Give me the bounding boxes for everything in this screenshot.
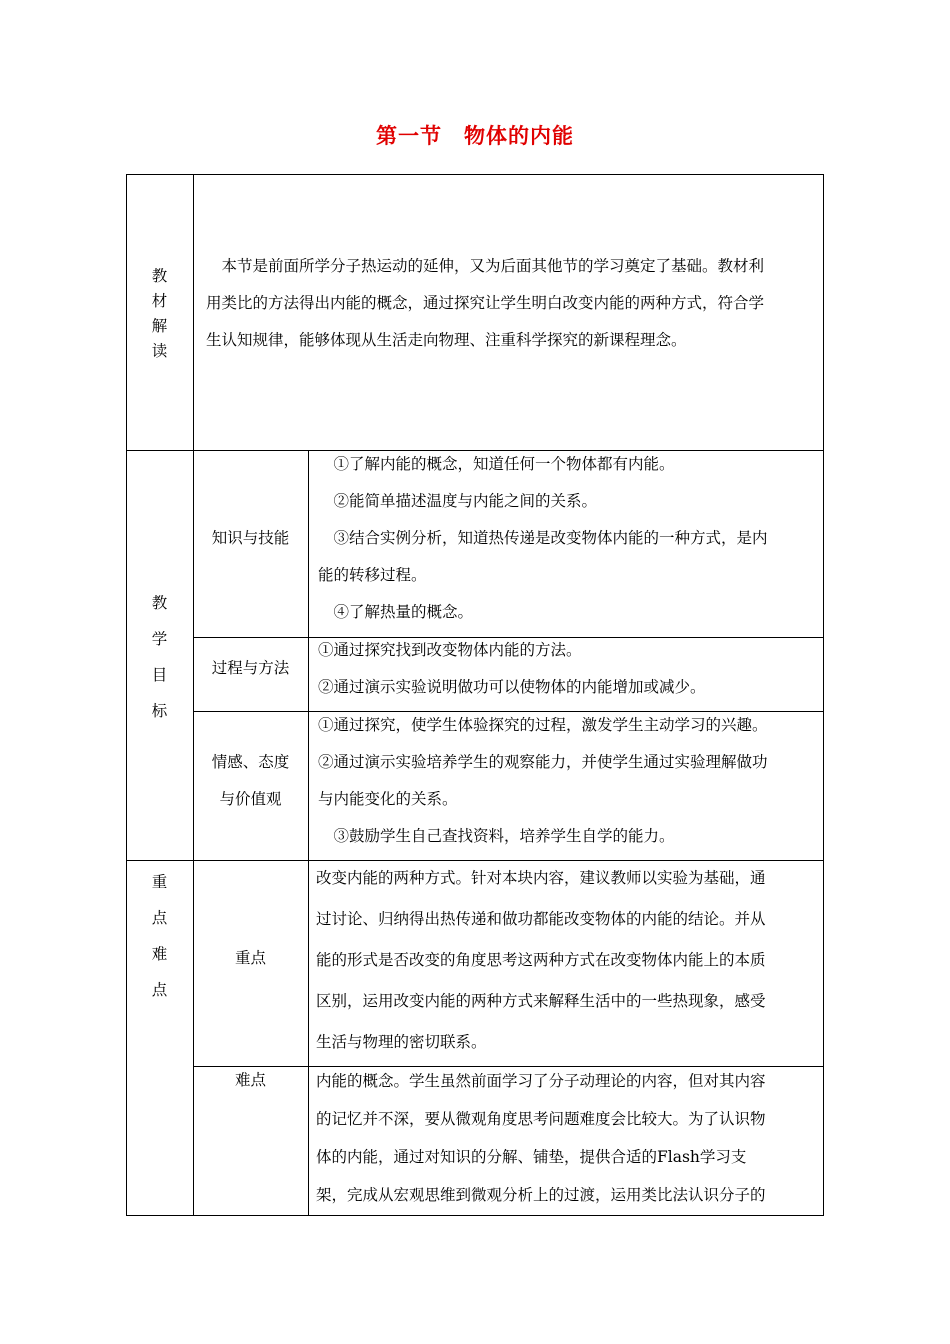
keypoint-label-difficult: 难点 [234,1071,266,1089]
table-border-top [126,174,824,175]
goal-emotion-text: ①通过探究，使学生体验探究的过程，激发学生主动学习的兴趣。 ②通过演示实验培养学生的观察能力，并使学生通过实验理解做功 与内能变化的关系。 ③鼓励学生自己查找资料，培养学生自学的能力。 [318,716,768,845]
goal-label-emotion: 情感、态度 与价值观 [211,753,290,808]
col-divider-2 [308,450,309,1216]
page-title: 第一节 物体的内能 [376,124,574,148]
goal-label-process: 过程与方法 [211,659,290,677]
goal-process-text: ①通过探究找到改变物体内能的方法。 ②通过演示实验说明做功可以使物体的内能增加或减少。 [318,641,706,696]
keypoint-label-key: 重点 [234,949,266,967]
keypoint-key-text: 改变内能的两种方式。针对本块内容，建议教师以实验为基础，通 过讨论、归纳得出热传递和做功都能改变物体的内能的结论。并从 能的形式是否改变的角度思考这两种方式在改变物体内能上的本质 区别，运用改变内能的两种方式来解释生活中的一些热现象，感受 生活与物理的密切联系。 [316,869,766,1051]
table-border-right [823,174,824,1216]
section-label-reading: 教 材 解 读 [151,267,168,360]
keypoint-difficult-text: 内能的概念。学生虽然前面学习了分子动理论的内容，但对其内容 的记忆并不深，要从微观角度思考问题难度会比较大。为了认识物 体的内能，通过对知识的分解、铺垫，提供合适的Flash学习支 架，完成从宏观思维到微观分析上的过渡，运用类比法认识分子的 [316,1072,766,1204]
section-label-keypoints: 重 点 难 点 [151,873,168,999]
col-divider-1 [193,174,194,1216]
goal-label-knowledge: 知识与技能 [211,529,290,547]
table-border-bottom [126,1215,824,1216]
section-label-goals: 教 学 目 标 [151,594,168,720]
goal-knowledge-text: ①了解内能的概念，知道任何一个物体都有内能。 ②能简单描述温度与内能之间的关系。 ③结合实例分析，知道热传递是改变物体内能的一种方式，是内 能的转移过程。 ④了解热量的概念。 [318,455,768,621]
lesson-table [126,174,824,1216]
reading-text: 本节是前面所学分子热运动的延伸，又为后面其他节的学习奠定了基础。教材利 用类比的方法得出内能的概念，通过探究让学生明白改变内能的两种方式，符合学 生认知规律，能够体现从生活走向物理、注重科学探究的新课程理念。 [206,257,765,349]
